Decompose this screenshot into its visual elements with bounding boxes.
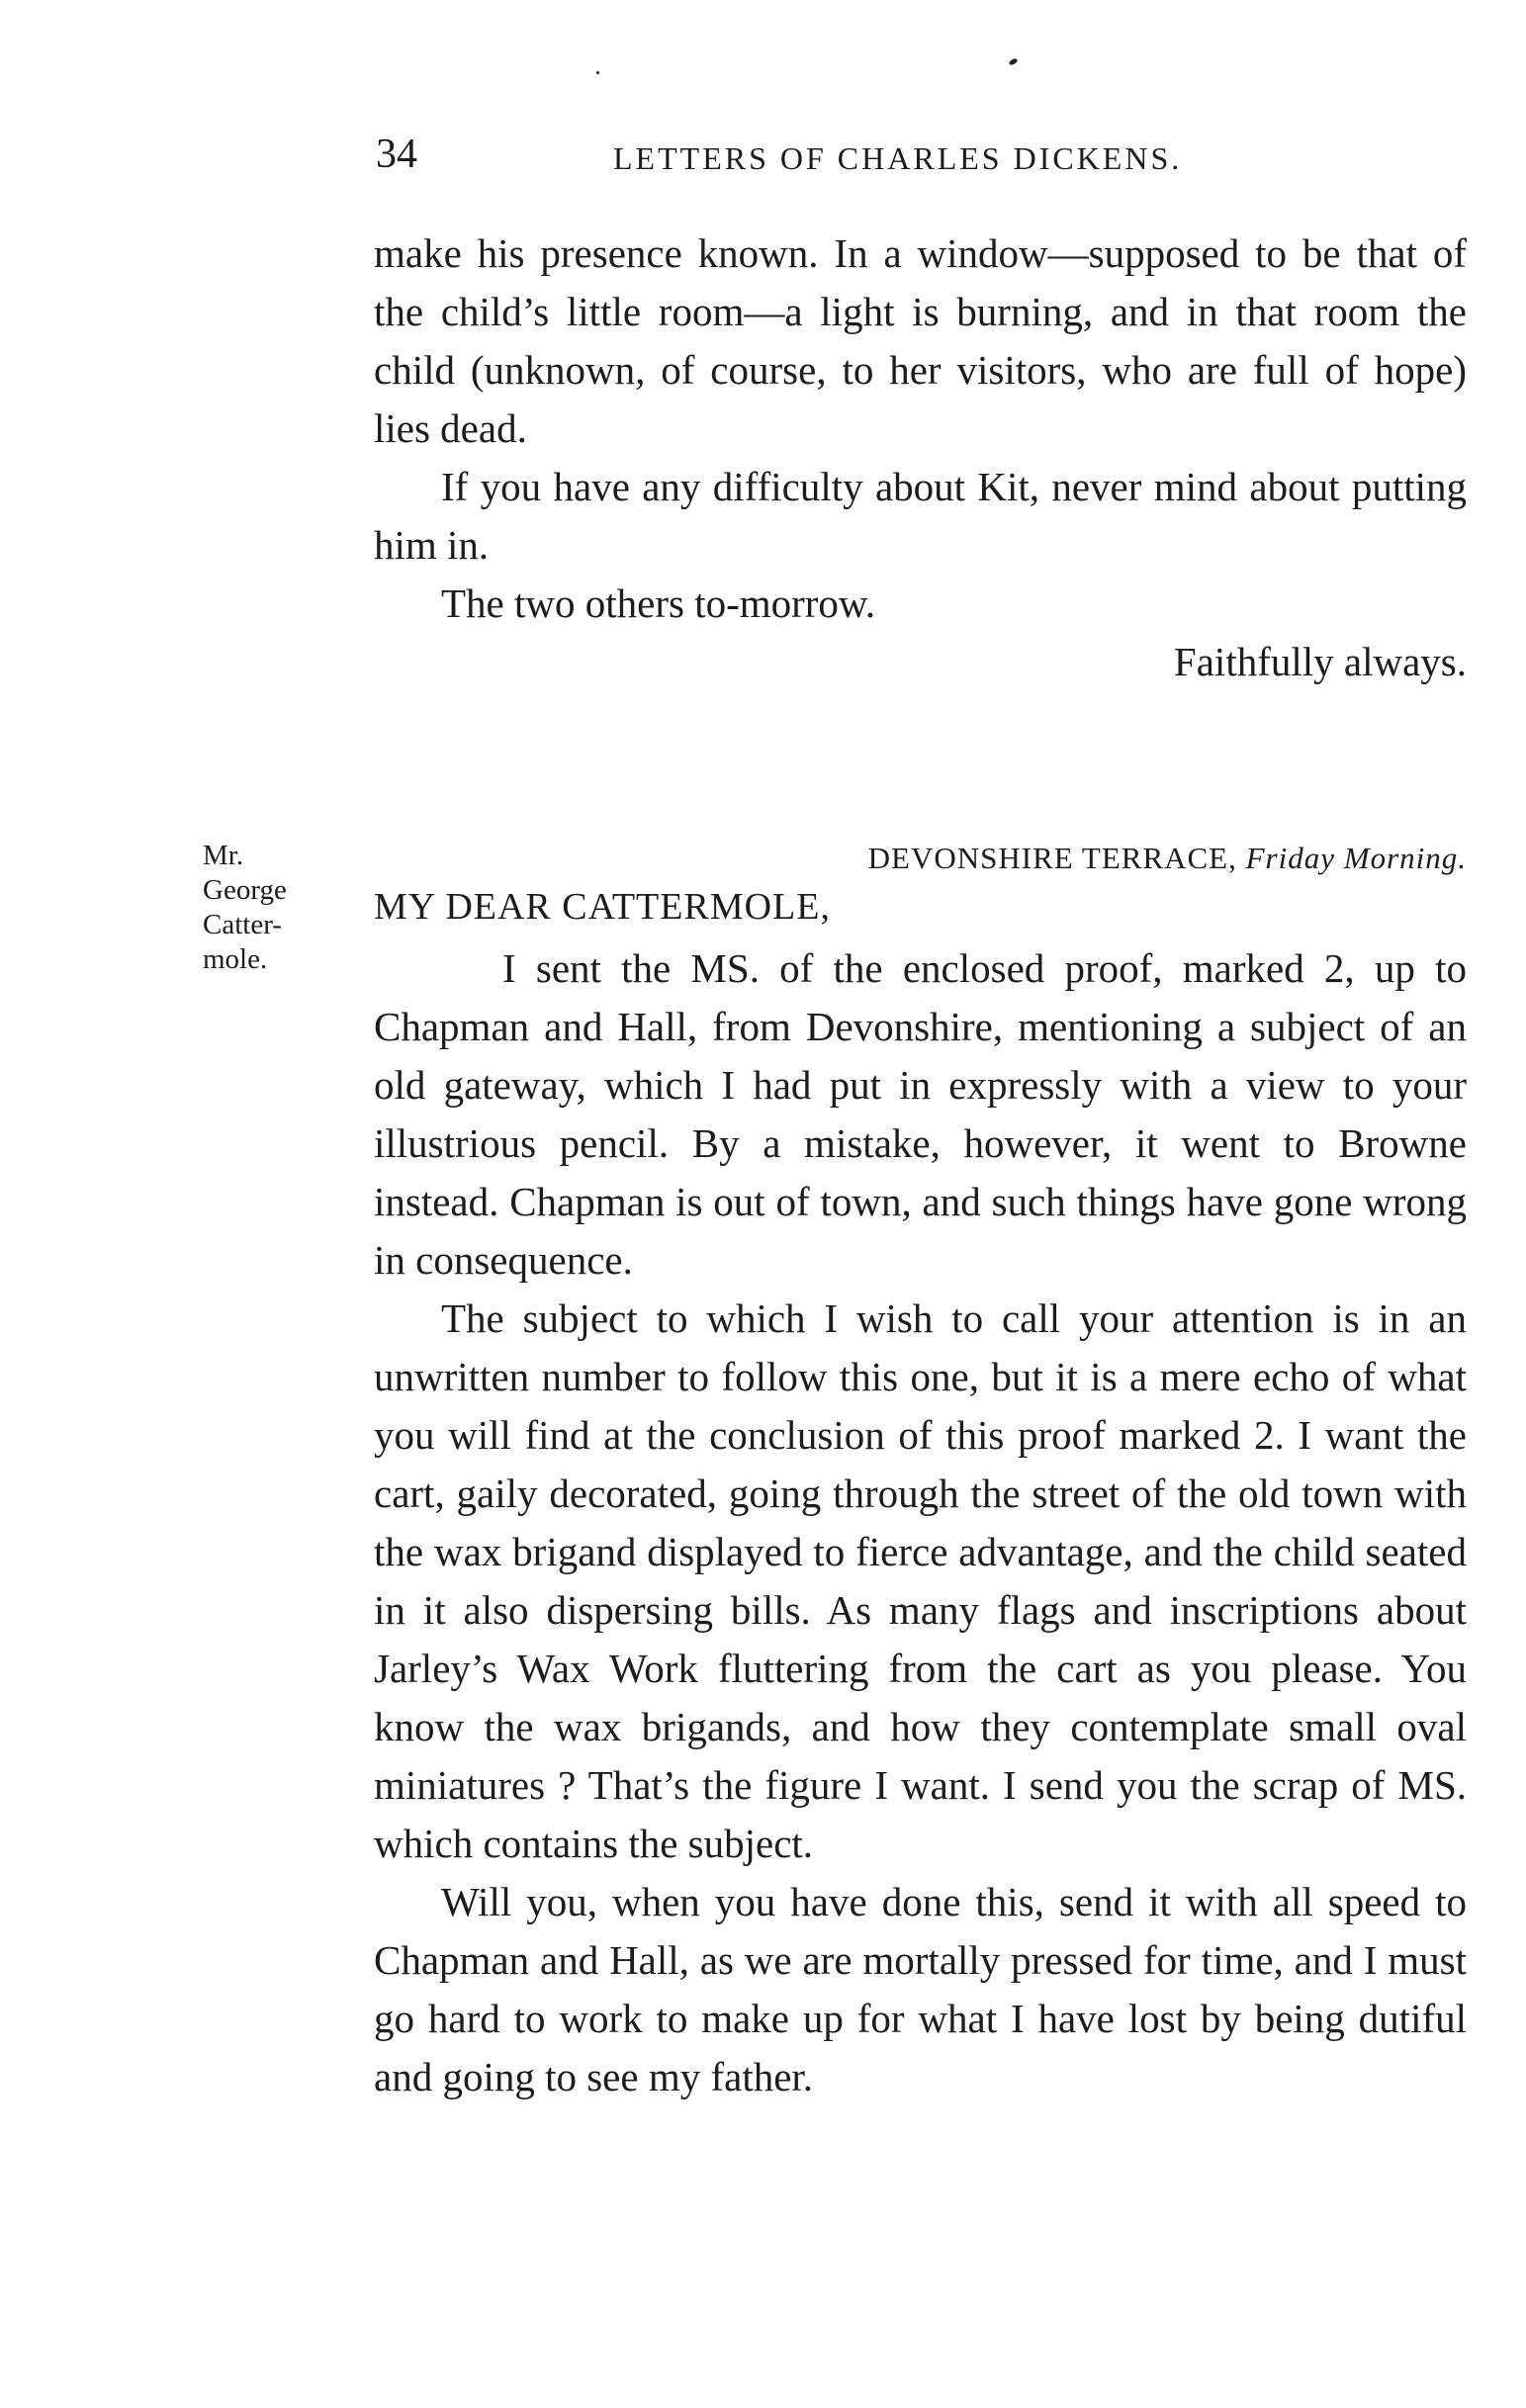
running-title: LETTERS OF CHARLES DICKENS.	[613, 140, 1183, 176]
letter-closing: Faithfully always.	[1173, 639, 1467, 684]
margin-note-line: George	[203, 874, 287, 906]
dateline	[868, 841, 1467, 876]
paragraph: If you have any difficulty about Kit, never mind about putting him in.	[374, 464, 1467, 568]
paragraph: I sent the MS. of the enclosed proof, marked 2, up to Chapman and Hall, from Devonshire, mentioning a subject of an old gateway, which I had put in expressly with a view to your illustrious pencil. By a mistake, however, it went to Browne instead. Chapman is out of town, and such things have gone wrong in consequence.	[374, 945, 1467, 1283]
continuation-text	[374, 224, 1467, 633]
ink-speck	[1008, 57, 1018, 66]
dateline-time: Friday Morning.	[1245, 841, 1467, 875]
letter-body	[374, 939, 1467, 2106]
paragraph: The subject to which I wish to call your attention is in an unwritten number to follow this one, but it is a mere echo of what you will find at the conclusion of this proof marked 2. I want the cart, gaily decorated, going through the street of the old town with the wax brigand displayed to fierce advantage, and the child seated in it also dispersing bills. As many flags and inscriptions about Jarley’s Wax Work fluttering from the cart as you please. You know the wax brigands, and how they contemplate small oval miniatures ? That’s the figure I want. I send you the scrap of MS. which contains the subject.	[374, 1295, 1467, 1866]
paragraph: Will you, when you have done this, send it with all speed to Chapman and Hall, as we are mortally pressed for time, and I must go hard to work to make up for what I have lost by being dutiful and going to see my father.	[374, 1879, 1467, 2099]
margin-note-line: mole.	[203, 943, 268, 975]
margin-note-line: Catter-	[203, 909, 282, 940]
page-header	[376, 131, 1474, 190]
salutation: MY DEAR CATTERMOLE,	[374, 886, 831, 928]
margin-note-line: Mr.	[203, 840, 244, 871]
paragraph: The two others to-morrow.	[441, 580, 876, 626]
page-number: 34	[376, 132, 417, 177]
paragraph: make his presence known. In a window—supposed to be that of the child’s little room—a light is burning, and in that room the child (unknown, of course, to her visitors, who are full of hope) lies dead.	[374, 230, 1467, 451]
ink-speck	[596, 71, 599, 74]
margin-note	[203, 839, 331, 977]
dateline-place: DEVONSHIRE TERRACE,	[867, 841, 1237, 875]
